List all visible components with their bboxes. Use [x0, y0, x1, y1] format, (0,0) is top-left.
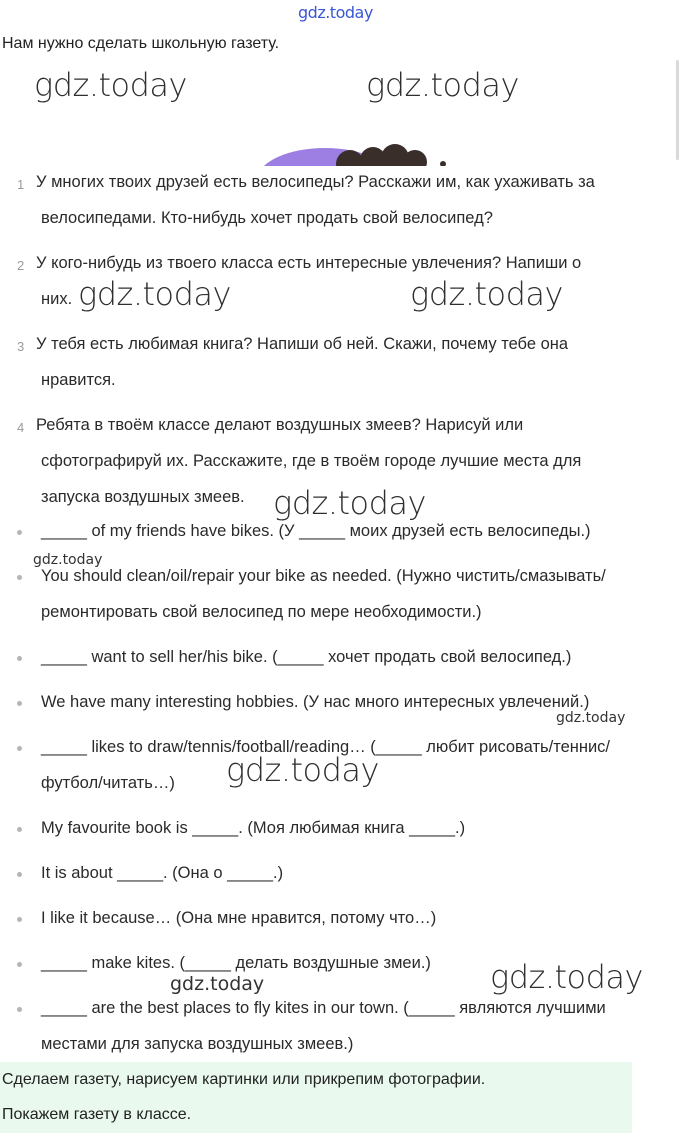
bullet — [17, 872, 22, 877]
answer-text: It is about _____. (Она о _____.) — [41, 864, 284, 882]
bullet — [17, 701, 22, 706]
question-text: запуска воздушных змеев. — [41, 488, 245, 506]
intro-text: Нам нужно сделать школьную газету. — [2, 35, 280, 52]
question-text: сфотографируй их. Расскажите, где в твоём городе лучшие места для — [41, 452, 582, 470]
hero-illustration — [255, 140, 455, 166]
answer-text: We have many interesting hobbies. (У нас много интересных увлечений.) — [41, 693, 590, 711]
watermark: gdz.today — [78, 275, 231, 313]
question-number: 4 — [17, 420, 25, 435]
watermark: gdz.today — [556, 710, 626, 726]
answer-text: You should clean/oil/repair your bike as needed. (Нужно чистить/смазывать/ — [41, 567, 606, 585]
summary-text: Покажем газету в классе. — [2, 1106, 192, 1123]
answer-text: _____ of my friends have bikes. (У _____ моих друзей есть велосипеды.) — [41, 522, 591, 540]
watermark: gdz.today — [34, 66, 187, 104]
question-text: нравится. — [41, 371, 116, 389]
answer-text: I like it because… (Она мне нравится, потому что…) — [41, 909, 437, 927]
question-text: них. — [41, 290, 73, 308]
watermark: gdz.today — [226, 751, 379, 789]
question-number: 1 — [17, 177, 25, 192]
bullet — [17, 575, 22, 580]
bullet — [17, 962, 22, 967]
watermark: gdz.today — [33, 552, 103, 568]
bullet — [17, 827, 22, 832]
watermark: gdz.today — [366, 66, 519, 104]
bullet — [17, 746, 22, 751]
scrollbar[interactable] — [676, 60, 679, 160]
bullet — [17, 656, 22, 661]
answer-text: _____ make kites. (_____ делать воздушные змеи.) — [41, 954, 431, 972]
bullet — [17, 917, 22, 922]
watermark: gdz.today — [170, 973, 265, 995]
watermark: gdz.today — [273, 484, 426, 522]
summary-text: Сделаем газету, нарисуем картинки или прикрепим фотографии. — [2, 1071, 486, 1088]
question-text: У кого-нибудь из твоего класса есть интересные увлечения? Напиши о — [36, 254, 582, 272]
answer-text: My favourite book is _____. (Моя любимая книга _____.) — [41, 819, 466, 837]
question-text: У тебя есть любимая книга? Напиши об ней. Скажи, почему тебе она — [36, 335, 569, 353]
answer-text: _____ want to sell her/his bike. (_____ хочет продать свой велосипед.) — [41, 648, 572, 666]
question-number: 3 — [17, 339, 25, 354]
question-text: велосипедами. Кто-нибудь хочет продать свой велосипед? — [41, 209, 493, 227]
hero-illustration-image — [255, 140, 455, 166]
watermark: gdz.today — [410, 275, 563, 313]
answer-text: ремонтировать свой велосипед по мере необходимости.) — [41, 603, 482, 621]
answer-text: футбол/читать…) — [41, 774, 175, 792]
question-text: Ребята в твоём классе делают воздушных змеев? Нарисуй или — [36, 416, 524, 434]
answer-text: _____ are the best places to fly kites in our town. (_____ являются лучшими — [41, 999, 606, 1017]
site-logo-label[interactable]: gdz.today — [298, 3, 373, 22]
question-number: 2 — [17, 258, 25, 273]
answer-text: _____ likes to draw/tennis/football/reading… (_____ любит рисовать/теннис/ — [41, 738, 611, 756]
bullet — [17, 1007, 22, 1012]
bullet — [17, 530, 22, 535]
question-text: У многих твоих друзей есть велосипеды? Расскажи им, как ухаживать за — [36, 173, 595, 191]
watermark: gdz.today — [490, 958, 643, 996]
answer-text: местами для запуска воздушных змеев.) — [41, 1035, 354, 1053]
